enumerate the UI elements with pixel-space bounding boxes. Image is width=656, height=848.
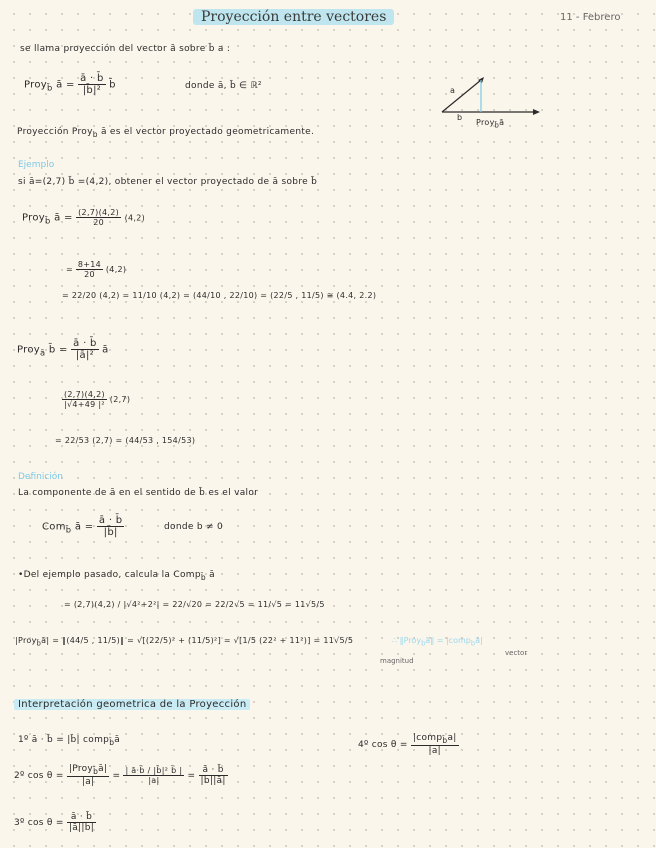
component-example-calc: = (2,7)(4,2) / |√4²+2²| = 22/√20 = 22/2√5 = 11/√5 = 11√5/5 xyxy=(64,600,325,609)
definition-label: Definición xyxy=(18,472,63,482)
diagram-label-proj: Proy$_{b̄}$ā xyxy=(476,118,505,130)
example-step-4: Proy$_ā$ b̄ = $\frac{ā \cdot b̄}{\text{|ā|²}}$ ā xyxy=(17,338,109,361)
intro-definition: se llama proyección del vector ā sobre b̄ a : xyxy=(20,44,231,54)
component-example-note: •Del ejemplo pasado, calcula la Comp$_{b̄}$ ā xyxy=(18,570,215,582)
formula-domain: donde ā, b̄ ∈ ℝ² xyxy=(185,81,262,91)
interpretation-heading: Interpretación geometrica de la Proyección xyxy=(14,699,250,710)
tag-magnitud: magnitud xyxy=(380,657,414,665)
component-condition: donde b ≠ 0 xyxy=(164,522,224,532)
magnitude-conclusion: ∴ ‖Proy$_b$ā‖ = |comp$_b$ā| xyxy=(392,636,483,648)
example-step-6: = 22/53 (2,7) = (44/53 , 154/53) xyxy=(55,436,196,445)
diagram-label-a: a xyxy=(450,86,456,95)
intro-geometric-note: Proyección Proy$_b$ ā es el vector proyectado geometricamente. xyxy=(17,127,315,139)
example-step-5: $\frac{(2,7)(4,2)}{\text{|√4+49 |²}}$ (2,7) xyxy=(64,390,131,409)
interpretation-step-4: 4º cos θ = $\frac{|comp_{b̄}a|}{|a|}$ xyxy=(358,733,457,756)
projection-formula: Proy$_{b̄}$ ā = $\frac{ā \cdot b̄}{\text{|b̄|²}}$ b̄ xyxy=(24,73,116,96)
example-step-2: = $\frac{8+14}{20}$ (4,2) xyxy=(66,260,127,279)
projection-magnitude: |Proy$_{b̄}$ā| = ‖(44/5 , 11/5)‖ = √[(22/5)² + (11/5)²] = √[1/5 (22² + 11²)] = 11√5/5 xyxy=(15,636,354,648)
component-formula: Com$_{b̄}$ ā = $\frac{ā \cdot b̄}{|b̄|}$ xyxy=(42,515,123,538)
example-step-1: Proy$_{b̄}$ ā = $\frac{(2,7)(4,2)}{20}$ (4,2) xyxy=(22,208,146,227)
tag-vector: vector xyxy=(505,649,528,657)
interpretation-step-3: 3º cos θ = $\frac{ā \cdot b̄}{|ā||b̄|}$ xyxy=(14,812,95,833)
interpretation-step-2: 2º cos θ = $\frac{|Proy_{b̄}ā|}{|a|}$ = $\frac{\text{| ā·b̄ / |b̄|² b̄ |}}{|a|}$ = $\frac{ā \cdot b̄}{|b̄||ā|}$ xyxy=(14,764,226,787)
page-date: 11 - Febrero xyxy=(560,12,621,23)
example-statement: si ā=(2,7) b̄ =(4,2), obtener el vector proyectado de ā sobre b̄ xyxy=(18,177,318,187)
diagram-label-b: b xyxy=(457,113,463,122)
example-label: Ejemplo xyxy=(18,160,55,170)
page-title: Proyección entre vectores xyxy=(193,9,394,25)
definition-statement: La componente de ā en el sentido de b̄ es el valor xyxy=(18,488,259,498)
interpretation-step-1: 1º ā · b̄ = |b̄| comp$_{b̄}$ā xyxy=(18,735,121,747)
example-step-3: = 22/20 (4,2) = 11/10 (4,2) = (44/10 , 22/10) = (22/5 , 11/5) ≅ (4.4, 2.2) xyxy=(62,291,377,300)
